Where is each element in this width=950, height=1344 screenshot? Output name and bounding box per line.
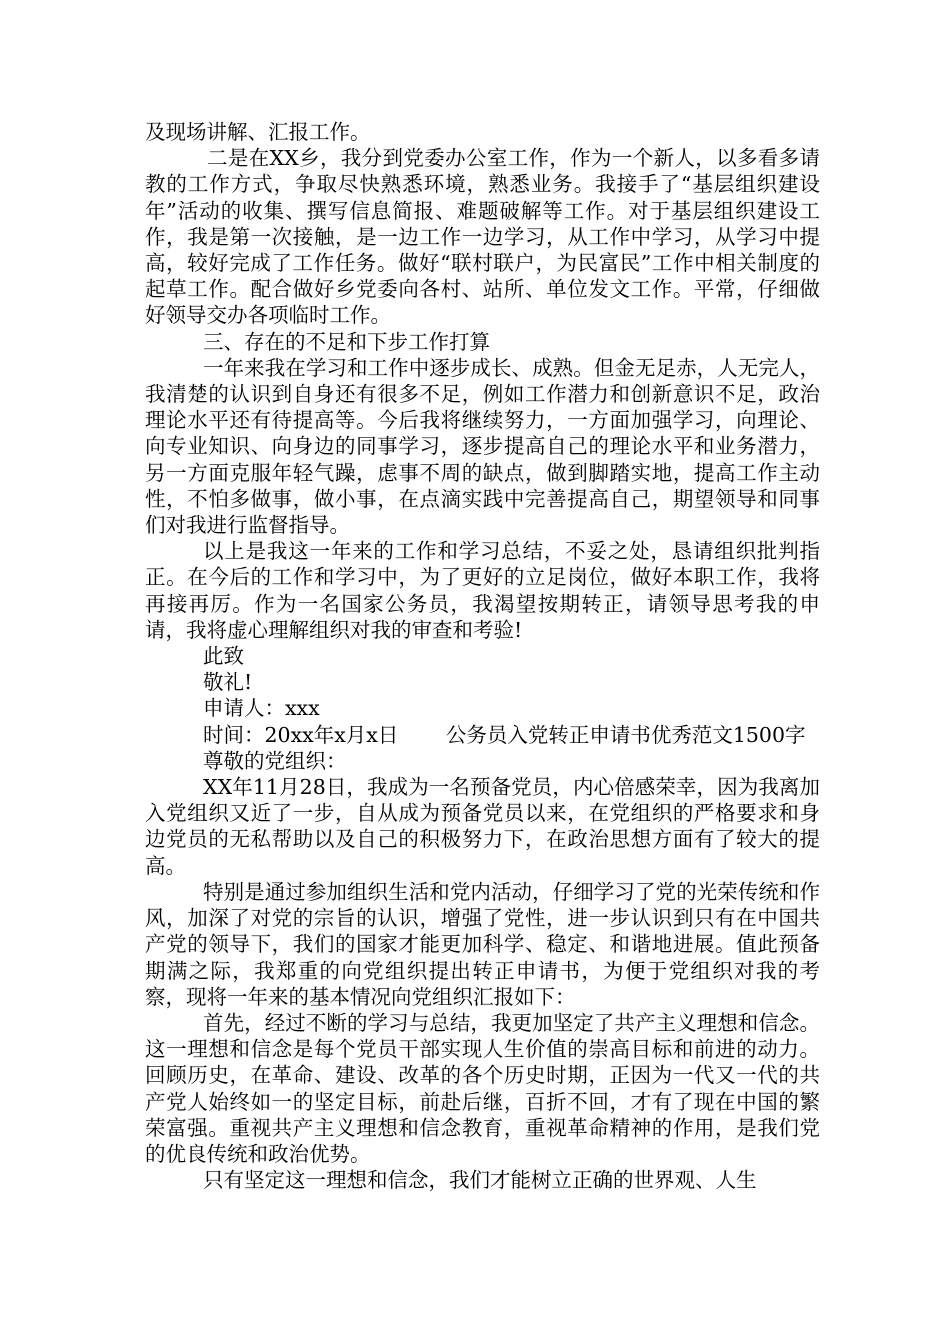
- paragraph-firm-ideals: 首先，经过不断的学习与总结，我更加坚定了共产主义理想和信念。这一理想和信念是每个党员干部实现人生价值的崇高目标和前进的动力。回顾历史，在革命、建设、改革的各个历史时期，正因为一代又一代的共产党人始终如一的坚定目标，前赴后继，百折不回，才有了现在中国的繁荣富强。重视共产主义理想和信念教育，重视革命精神的作用，是我们党的优良传统和政治优势。: [145, 1010, 820, 1166]
- document-page: [145, 119, 820, 1193]
- paragraph-work-xx-township: 二是在XX乡，我分到党委办公室工作，作为一个新人，以多看多请教的工作方式，争取尽快熟悉环境，熟悉业务。我接手了“基层组织建设年”活动的收集、撰写信息简报、难题破解等工作。对于基层组织建设工作，我是第一次接触，是一边工作一边学习，从工作中学习，从学习中提高，较好完成了工作任务。做好“联村联户，为民富民”工作中相关制度的起草工作。配合做好乡党委向各村、站所、单位发文工作。平常，仔细做好领导交办各项临时工作。: [145, 146, 820, 328]
- salutation-cizhi: 此致: [203, 644, 244, 669]
- paragraph-report-closing: 及现场讲解、汇报工作。: [145, 120, 371, 144]
- paragraph-worldview: 只有坚定这一理想和信念，我们才能树立正确的世界观、人生: [203, 1168, 757, 1193]
- paragraph-probationary-member: XX年11月28日，我成为一名预备党员，内心倍感荣幸，因为我离加入党组织又近了一步，自从成为预备党员以来，在党组织的严格要求和身边党员的无私帮助以及自己的积极努力下，在政治思想方面有了较大的提高。: [145, 775, 820, 878]
- salutation-jingli: 敬礼!: [203, 670, 253, 695]
- paragraph-shortcomings: 一年来我在学习和工作中逐步成长、成熟。但金无足赤，人无完人，我清楚的认识到自身还有很多不足，例如工作潜力和创新意识不足，政治理论水平还有待提高等。今后我将继续努力，一方面加强学习，向理论、向专业知识、向身边的同事学习，逐步提高自己的理论水平和业务潜力，另一方面克服年轻气躁，虑事不周的缺点，做到脚踏实地，提高工作主动性，不怕多做事，做小事，在点滴实践中完善提高自己，期望领导和同事们对我进行监督指导。: [145, 355, 820, 538]
- paragraph-organization-life: 特别是通过参加组织生活和党内活动，仔细学习了党的光荣传统和作风，加深了对党的宗旨的认识，增强了党性，进一步认识到只有在中国共产党的领导下，我们的国家才能更加科学、稳定、和谐地进展。值此预备期满之际，我郑重的向党组织提出转正申请书，为便于党组织对我的考察，现将一年来的基本情况向党组织汇报如下：: [145, 879, 820, 1009]
- applicant-line: 申请人：xxx: [203, 696, 320, 721]
- date-and-next-title: 时间：20xx年x月x日 公务员入党转正申请书优秀范文1500字: [203, 722, 806, 747]
- section-heading-shortcomings: 三、存在的不足和下步工作打算: [203, 329, 490, 354]
- letter-greeting: 尊敬的党组织：: [203, 748, 347, 773]
- paragraph-summary-conclusion: 以上是我这一年来的工作和学习总结，不妥之处，恳请组织批判指正。在今后的工作和学习中，为了更好的立足岗位，做好本职工作，我将再接再厉。作为一名国家公务员，我渴望按期转正，请领导思考我的申请，我将虚心理解组织对我的审查和考验!: [145, 539, 820, 642]
